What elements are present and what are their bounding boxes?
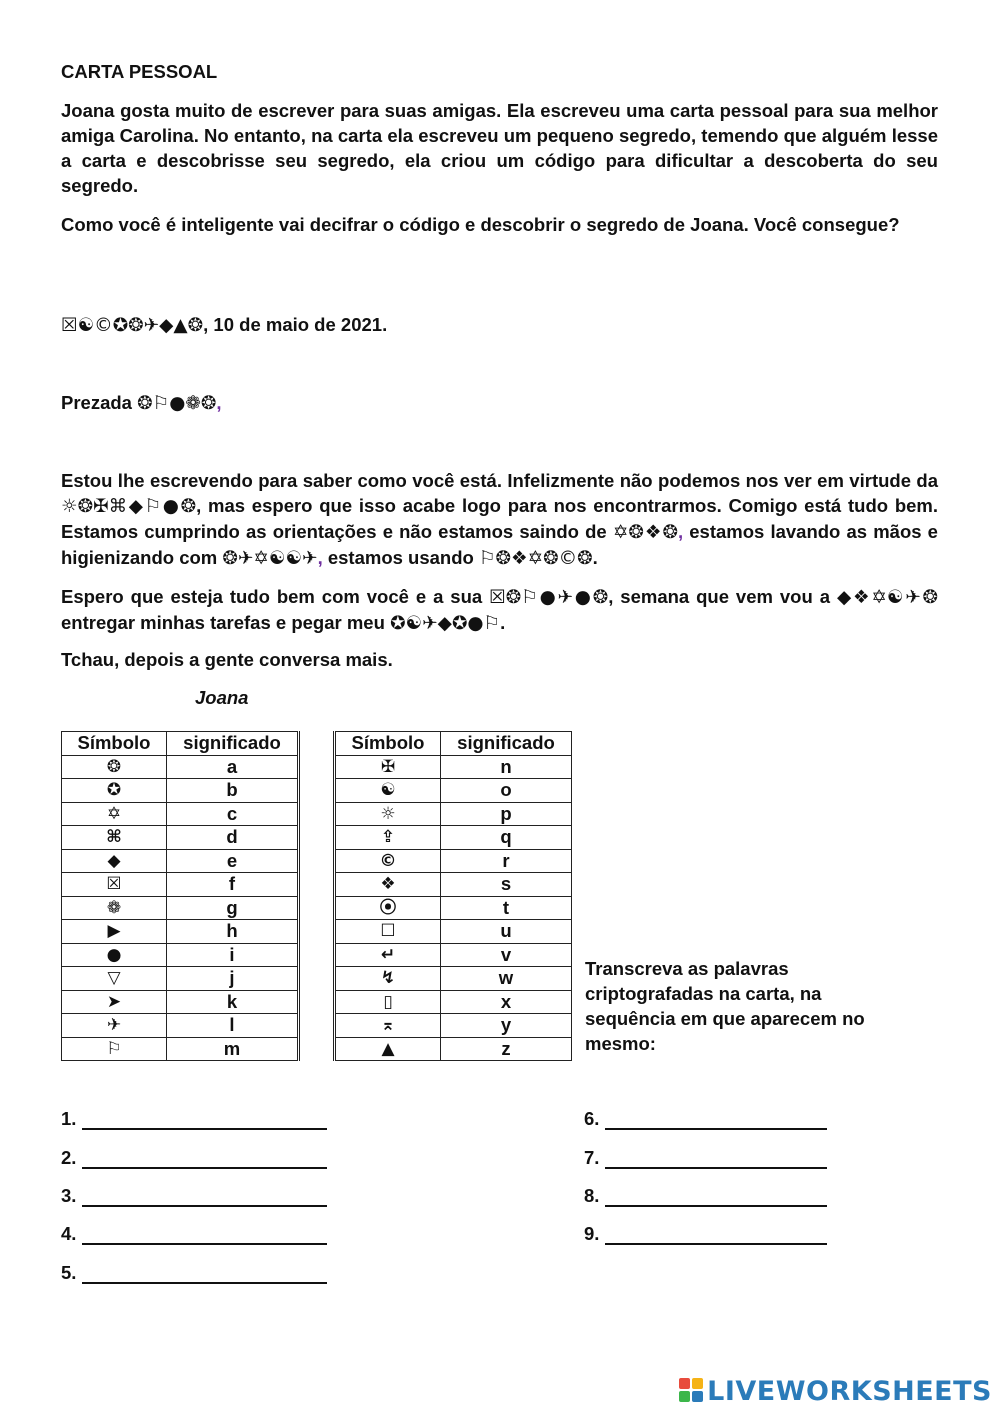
letter-cell: o <box>441 779 572 803</box>
key-row <box>335 802 572 826</box>
answer-number: 1. <box>61 1108 77 1129</box>
letter-cell: b <box>167 779 299 803</box>
letter-cell: j <box>167 967 299 991</box>
symbol-cell: ✪ <box>62 779 167 803</box>
key-row <box>62 873 299 897</box>
answer-1[interactable] <box>61 1108 327 1130</box>
answer-blank[interactable] <box>605 1147 827 1169</box>
letter-cell: f <box>167 873 299 897</box>
key-row <box>335 990 572 1014</box>
key-row <box>335 849 572 873</box>
symbol-cell: ✡ <box>62 802 167 826</box>
key-row <box>62 990 299 1014</box>
letter-cell: l <box>167 1014 299 1038</box>
page-title: CARTA PESSOAL <box>61 61 218 82</box>
coded-word: ✪☯✈◆✪●⚐ <box>390 613 501 634</box>
key-row <box>335 1014 572 1038</box>
key-row <box>335 755 572 779</box>
letter-cell: m <box>167 1037 299 1061</box>
symbol-cell: ☼ <box>335 802 441 826</box>
letter-cell: p <box>441 802 572 826</box>
symbol-cell: ☐ <box>335 920 441 944</box>
answer-4[interactable] <box>61 1223 327 1245</box>
symbol-cell: ✈ <box>62 1014 167 1038</box>
letter-cell: w <box>441 967 572 991</box>
answer-number: 6. <box>584 1108 600 1129</box>
letter-cell: n <box>441 755 572 779</box>
answer-blank[interactable] <box>82 1262 327 1284</box>
letter-cell: h <box>167 920 299 944</box>
comma: , <box>677 521 684 542</box>
letter-cell: i <box>167 943 299 967</box>
answer-blank[interactable] <box>82 1185 327 1207</box>
logo-text: LIVEWORKSHEETS <box>707 1375 992 1407</box>
letter-cell: c <box>167 802 299 826</box>
key-row <box>335 967 572 991</box>
header-meaning: significado <box>167 732 299 756</box>
answer-blank[interactable] <box>82 1147 327 1169</box>
letter-cell: k <box>167 990 299 1014</box>
coded-name: ❂⚐●❁❂ <box>137 393 217 414</box>
symbol-cell: ▲ <box>335 1037 441 1061</box>
letter-cell: e <box>167 849 299 873</box>
coded-word: ⚐❂❖✡❂©❂ <box>478 548 593 569</box>
header-symbol: Símbolo <box>335 732 441 756</box>
symbol-cell: ↵ <box>335 943 441 967</box>
answer-number: 8. <box>584 1185 600 1206</box>
symbol-cell: ⚐ <box>62 1037 167 1061</box>
symbol-cell: ⇪ <box>335 826 441 850</box>
answer-blank[interactable] <box>82 1223 327 1245</box>
header-meaning: significado <box>441 732 572 756</box>
intro-paragraph-2: Como você é inteligente vai decifrar o código e descobrir o segredo de Joana. Você consegue? <box>61 214 900 235</box>
symbol-cell: ❂ <box>62 755 167 779</box>
symbol-cell: ▶ <box>62 920 167 944</box>
symbol-cell: ⌘ <box>62 826 167 850</box>
letter-cell: u <box>441 920 572 944</box>
answer-2[interactable] <box>61 1147 327 1169</box>
symbol-cell: ❖ <box>335 873 441 897</box>
answer-blank[interactable] <box>82 1108 327 1130</box>
key-row <box>335 920 572 944</box>
letter-paragraph-2 <box>61 584 938 636</box>
symbol-cell: ▽ <box>62 967 167 991</box>
coded-word: ☼❂✠⌘◆⚐●❂ <box>61 496 197 517</box>
key-row <box>62 802 299 826</box>
coded-city: ☒☯©✪❂✈◆▲❂ <box>61 315 204 336</box>
text-segment: entregar minhas tarefas e pegar meu <box>61 612 391 633</box>
symbol-cell: ☒ <box>62 873 167 897</box>
symbol-cell: ↯ <box>335 967 441 991</box>
period: . <box>500 612 506 633</box>
letter-cell: r <box>441 849 572 873</box>
key-row <box>62 826 299 850</box>
coded-word: ◆❖✡☯✈❂ <box>836 587 938 608</box>
symbol-cell: ◆ <box>62 849 167 873</box>
text-segment: , mas espero que isso acabe logo para nos encontrarmos. Comigo está tudo bem. Estamos cumprindo as orientações e não estamos saindo de <box>61 495 939 542</box>
symbol-cell: ● <box>62 943 167 967</box>
logo-icon <box>679 1378 705 1404</box>
coded-word: ✡❂❖❂ <box>612 522 678 543</box>
letter-cell: y <box>441 1014 572 1038</box>
answer-8[interactable] <box>584 1185 827 1207</box>
symbol-cell: ✠ <box>335 755 441 779</box>
header-symbol: Símbolo <box>62 732 167 756</box>
answer-blank[interactable] <box>605 1108 827 1130</box>
key-row <box>62 849 299 873</box>
date-text: , 10 de maio de 2021. <box>203 314 388 335</box>
key-row <box>62 779 299 803</box>
key-row <box>62 967 299 991</box>
letter-greeting <box>61 392 221 414</box>
key-row <box>335 943 572 967</box>
greeting-comma: , <box>216 392 222 413</box>
period: . <box>592 547 598 568</box>
letter-cell: t <box>441 896 572 920</box>
answer-number: 3. <box>61 1185 77 1206</box>
coded-word: ☒❂⚐●✈●❂ <box>489 587 609 608</box>
symbol-cell: ⦿ <box>335 896 441 920</box>
symbol-cell: ⌅ <box>335 1014 441 1038</box>
letter-date <box>61 314 387 336</box>
key-row <box>62 1037 299 1061</box>
key-row <box>335 826 572 850</box>
key-row <box>62 920 299 944</box>
text-segment: estamos lavando as mãos e higienizando com <box>61 521 938 568</box>
symbol-cell: ▯ <box>335 990 441 1014</box>
text-segment: Espero que esteja tudo bem com você e a sua <box>61 586 490 607</box>
transcription-instruction: Transcreva as palavras criptografadas na carta, na sequência em que aparecem no mesmo: <box>585 958 865 1054</box>
key-row <box>335 873 572 897</box>
letter-signature: Joana <box>195 687 249 708</box>
answer-number: 9. <box>584 1223 600 1244</box>
text-segment: , semana que vem vou a <box>608 586 837 607</box>
key-row <box>335 896 572 920</box>
answer-6[interactable] <box>584 1108 827 1130</box>
answer-7[interactable] <box>584 1147 827 1169</box>
key-row <box>335 779 572 803</box>
letter-cell: a <box>167 755 299 779</box>
letter-cell: z <box>441 1037 572 1061</box>
symbol-cell: © <box>335 849 441 873</box>
symbol-cell: ❁ <box>62 896 167 920</box>
key-row <box>62 1014 299 1038</box>
intro-paragraph-1: Joana gosta muito de escrever para suas amigas. Ela escreveu uma carta pessoal para sua melhor amiga Carolina. No entanto, na carta ela escreveu um pequeno segredo, temendo que alguém lesse a carta e descobrisse seu segredo, ela criou um código para dificultar a descoberta do seu segredo. <box>61 100 938 196</box>
letter-cell: d <box>167 826 299 850</box>
answer-5[interactable] <box>61 1262 327 1284</box>
letter-cell: s <box>441 873 572 897</box>
letter-cell: q <box>441 826 572 850</box>
letter-paragraph-1 <box>61 468 938 571</box>
symbol-cell: ☯ <box>335 779 441 803</box>
answer-number: 2. <box>61 1147 77 1168</box>
letter-closing: Tchau, depois a gente conversa mais. <box>61 649 393 670</box>
answer-number: 7. <box>584 1147 600 1168</box>
comma: , <box>317 547 323 568</box>
key-row <box>62 755 299 779</box>
symbol-cell: ➤ <box>62 990 167 1014</box>
cipher-key-table-left <box>61 731 300 1061</box>
answer-3[interactable] <box>61 1185 327 1207</box>
text-segment: estamos usando <box>322 547 479 568</box>
coded-word: ❂✈✡☯☯✈ <box>222 548 318 569</box>
key-row <box>62 896 299 920</box>
key-row <box>62 943 299 967</box>
cipher-key-table-right <box>333 731 572 1061</box>
text-segment: Estou lhe escrevendo para saber como você está. Infelizmente não podemos nos ver em virtude da <box>61 470 938 491</box>
answer-blank[interactable] <box>605 1223 827 1245</box>
answer-number: 4. <box>61 1223 77 1244</box>
answer-number: 5. <box>61 1262 77 1283</box>
letter-cell: x <box>441 990 572 1014</box>
answer-9[interactable] <box>584 1223 827 1245</box>
letter-cell: g <box>167 896 299 920</box>
liveworksheets-logo <box>679 1376 992 1406</box>
letter-cell: v <box>441 943 572 967</box>
answer-blank[interactable] <box>605 1185 827 1207</box>
key-row <box>335 1037 572 1061</box>
greeting-word: Prezada <box>61 392 132 413</box>
